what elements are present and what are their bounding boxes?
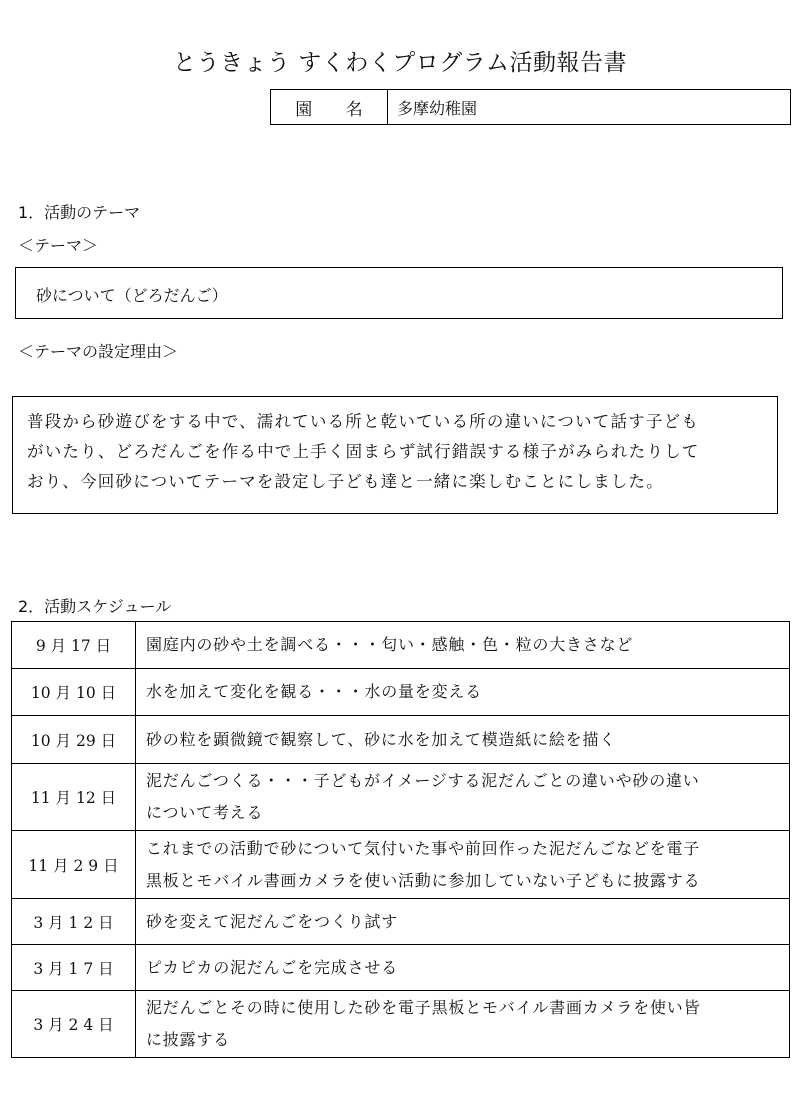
schedule-date: 9 月 17 日 — [12, 622, 136, 669]
schedule-date: 11 月 12 日 — [12, 764, 136, 831]
kindergarten-name-table — [270, 89, 791, 125]
schedule-desc: 砂を変えて泥だんごをつくり試す — [136, 899, 790, 945]
reason-line: おり、今回砂についてテーマを設定し子ども達と一緒に楽しむことにしました。 — [27, 472, 664, 491]
schedule-desc: 泥だんごつくる・・・子どもがイメージする泥だんごとの違いや砂の違い について考える — [136, 764, 790, 831]
reason-box — [12, 396, 778, 514]
table-row — [12, 764, 790, 831]
schedule-desc: ピカピカの泥だんごを完成させる — [136, 945, 790, 991]
schedule-desc: 砂の粒を顕微鏡で観察して、砂に水を加えて模造紙に絵を描く — [136, 716, 790, 764]
theme-text: 砂について（どろだんご） — [36, 286, 228, 305]
theme-box — [15, 267, 783, 319]
table-row — [12, 899, 790, 945]
schedule-date: 11 月 2 9 日 — [12, 831, 136, 899]
schedule-desc: 水を加えて変化を観る・・・水の量を変える — [136, 669, 790, 716]
kindergarten-name-value: 多摩幼稚園 — [397, 98, 478, 118]
table-row — [12, 991, 790, 1058]
table-row — [12, 945, 790, 991]
reason-label: ＜テーマの設定理由＞ — [18, 342, 179, 361]
schedule-desc: 泥だんごとその時に使用した砂を電子黒板とモバイル書画カメラを使い皆 に披露する — [136, 991, 790, 1058]
schedule-date: 3 月 1 7 日 — [12, 945, 136, 991]
kindergarten-name-label: 園 名 — [271, 90, 388, 124]
schedule-table — [11, 621, 790, 1058]
table-row — [12, 622, 790, 669]
table-row — [12, 716, 790, 764]
schedule-date: 3 月 2 4 日 — [12, 991, 136, 1058]
table-row — [12, 669, 790, 716]
theme-label: ＜テーマ＞ — [18, 236, 99, 255]
section1-heading: 1．活動のテーマ — [18, 203, 141, 222]
section2-heading: 2．活動スケジュール — [18, 597, 172, 616]
table-row — [12, 831, 790, 899]
schedule-desc: 園庭内の砂や土を調べる・・・匂い・感触・色・粒の大きさなど — [136, 622, 790, 669]
report-title: とうきょう すくわくプログラム活動報告書 — [172, 50, 628, 76]
schedule-date: 10 月 10 日 — [12, 669, 136, 716]
schedule-date: 3 月 1 2 日 — [12, 899, 136, 945]
reason-line: がいたり、どろだんごを作る中で上手く固まらず試行錯誤する様子がみられたりして — [27, 442, 700, 461]
reason-line: 普段から砂遊びをする中で、濡れている所と乾いている所の違いについて話す子ども — [27, 412, 699, 431]
schedule-date: 10 月 29 日 — [12, 716, 136, 764]
schedule-desc: これまでの活動で砂について気付いた事や前回作った泥だんごなどを電子 黒板とモバイル書画カメラを使い活動に参加していない子どもに披露する — [136, 831, 790, 899]
